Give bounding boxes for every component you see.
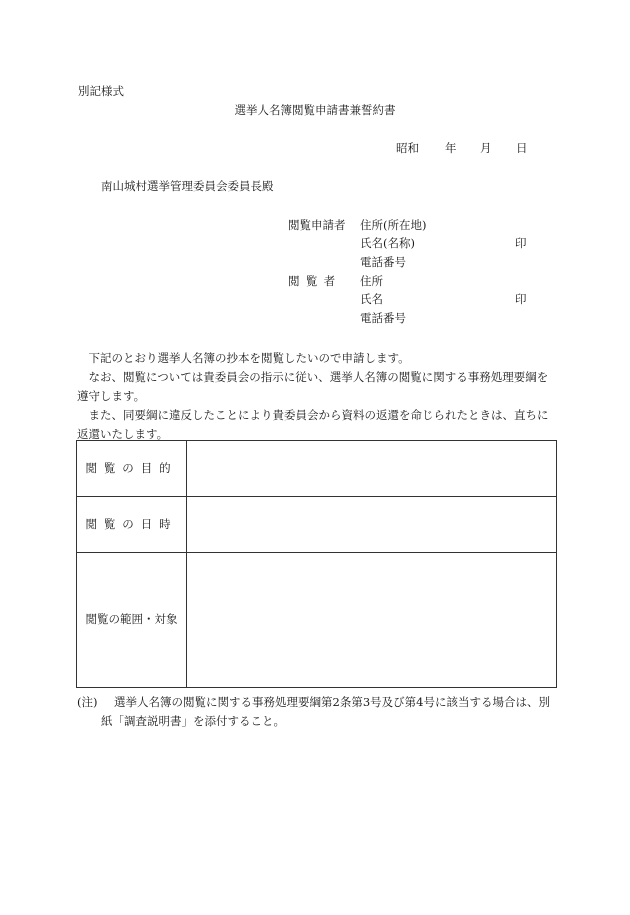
viewer-seal: 印 <box>515 292 527 306</box>
note-marker: (注) <box>77 695 98 709</box>
purpose-label-text: 閲覧の目的 <box>85 460 178 475</box>
table-row <box>77 553 557 688</box>
date-day: 日 <box>516 141 528 155</box>
purpose-field[interactable] <box>187 441 557 497</box>
row-label-purpose <box>77 441 187 497</box>
applicant-heading: 閲覧申請者 <box>288 218 346 232</box>
row-label-scope <box>77 553 187 688</box>
note-line-1: 選挙人名簿の閲覧に関する事務処理要綱第2条第3号及び第4号に該当する場合は、別 <box>114 695 550 709</box>
applicant-address-label: 住所(所在地) <box>360 218 427 232</box>
document-title: 選挙人名簿閲覧申請書兼誓約書 <box>234 103 396 117</box>
paragraph-3: また、同要綱に違反したことにより貴委員会から資料の返還を命じられたときは、直ちに返還いたします。 <box>77 408 549 441</box>
applicant-name-label: 氏名(名称) <box>360 236 415 250</box>
paragraph-2: なお、閲覧については貴委員会の指示に従い、選挙人名簿の閲覧に関する事務処理要綱を遵守します。 <box>77 370 549 403</box>
row-label-datetime <box>77 497 187 553</box>
viewer-name-label: 氏名 <box>360 292 383 306</box>
viewer-heading: 閲覧者 <box>288 274 342 288</box>
applicant-seal: 印 <box>515 236 527 250</box>
viewer-address-label: 住所 <box>360 274 383 288</box>
note-line-2: 紙「調査説明書」を添付すること。 <box>101 714 285 728</box>
table-row <box>77 441 557 497</box>
date-month: 月 <box>480 141 492 155</box>
form-label: 別記様式 <box>78 84 124 98</box>
scope-label-text: 閲覧の範囲・対象 <box>85 612 178 627</box>
date-era: 昭和 <box>396 141 419 155</box>
viewing-details-table <box>76 440 557 688</box>
date-year: 年 <box>445 141 457 155</box>
datetime-label-text: 閲覧の日時 <box>85 516 178 531</box>
applicant-phone-label: 電話番号 <box>360 255 406 269</box>
addressee: 南山城村選挙管理委員会委員長殿 <box>101 179 274 193</box>
paragraph-1: 下記のとおり選挙人名簿の抄本を閲覧したいので申請します。 <box>88 351 410 365</box>
viewer-phone-label: 電話番号 <box>360 311 406 325</box>
datetime-field[interactable] <box>187 497 557 553</box>
scope-field[interactable] <box>187 553 557 688</box>
table-row <box>77 497 557 553</box>
